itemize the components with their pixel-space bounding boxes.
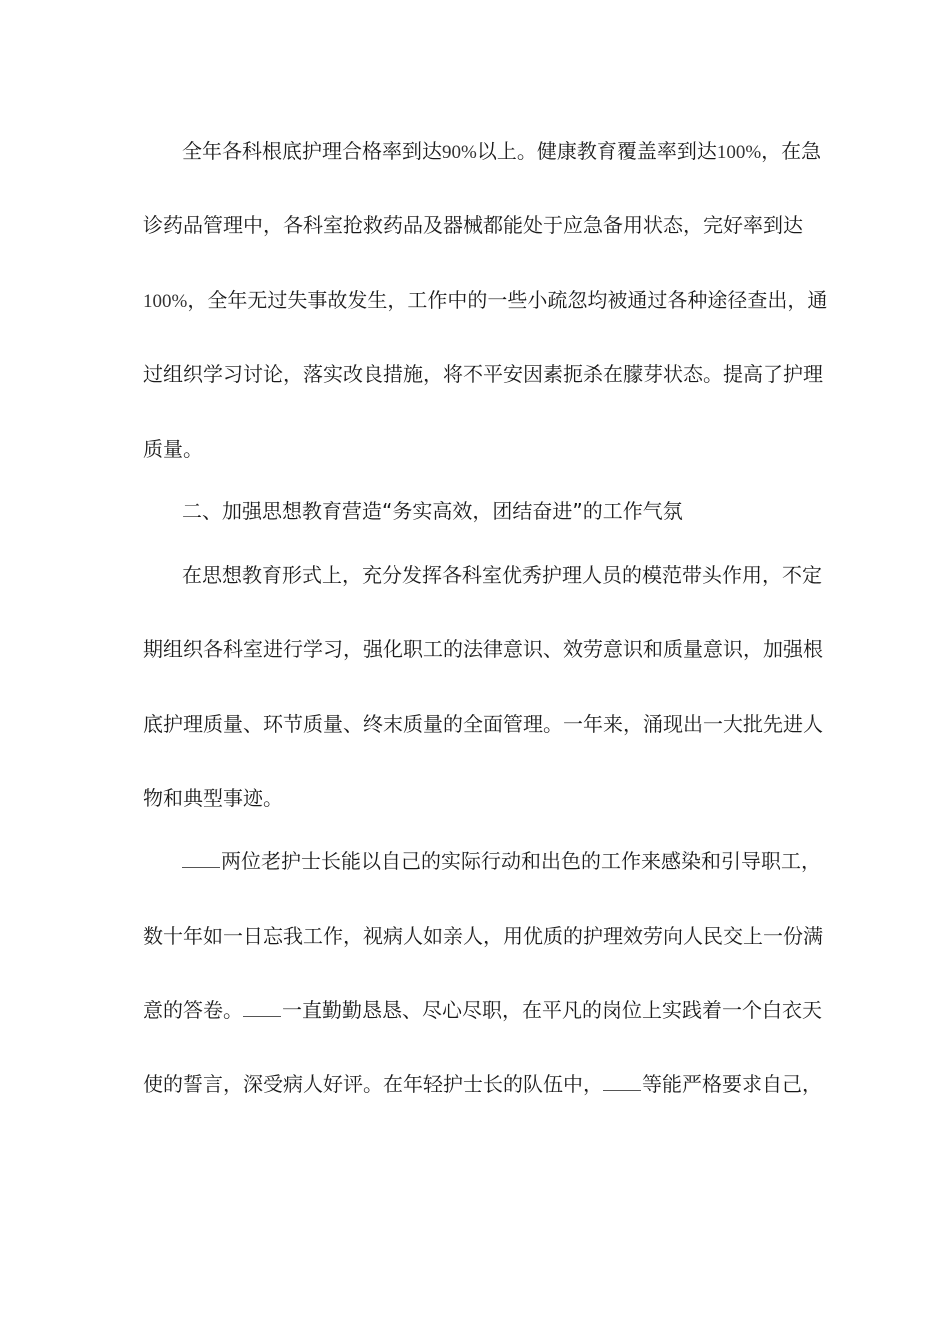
paragraph-3-line-3 xyxy=(143,997,822,1023)
text-segment: 使的誓言，深受病人好评。在年轻护士长的队伍中， xyxy=(143,1072,603,1096)
percent-value: 90% xyxy=(442,142,477,163)
text-segment: ，在急 xyxy=(761,139,822,163)
paragraph-2-line-1: 在思想教育形式上，充分发挥各科室优秀护理人员的模范带头作用，不定 xyxy=(182,563,822,587)
text-segment: ，全年无过失事故发生，工作中的一些小疏忽均被通过各种途径查出，通 xyxy=(187,288,828,312)
paragraph-2-line-3: 底护理质量、环节质量、终末质量的全面管理。一年来，涌现出一大批先进人 xyxy=(143,712,823,736)
name-blank xyxy=(243,998,281,1017)
text-segment: 等能严格要求自己， xyxy=(642,1072,822,1096)
paragraph-1-line-3 xyxy=(143,287,828,315)
text-segment: 一直勤勤恳恳、尽心尽职，在平凡的岗位上实践着一个白衣天 xyxy=(282,998,822,1022)
text-segment: 全年各科根底护理合格率到达 xyxy=(182,139,442,163)
paragraph-3-line-1 xyxy=(182,848,821,874)
paragraph-2-line-2: 期组织各科室进行学习，强化职工的法律意识、效劳意识和质量意识，加强根 xyxy=(143,637,823,661)
paragraph-1-line-2: 诊药品管理中，各科室抢救药品及器械都能处于应急备用状态，完好率到达 xyxy=(143,213,803,237)
percent-value: 100% xyxy=(143,291,188,312)
percent-value: 100% xyxy=(716,142,762,163)
paragraph-1-line-5: 质量。 xyxy=(143,437,203,461)
paragraph-1-line-4: 过组织学习讨论，落实改良措施，将不平安因素扼杀在朦芽状态。提高了护理 xyxy=(143,362,823,386)
paragraph-2-line-4: 物和典型事迹。 xyxy=(143,786,283,810)
paragraph-1-line-1 xyxy=(182,138,822,166)
paragraph-3-line-2: 数十年如一日忘我工作，视病人如亲人，用优质的护理效劳向人民交上一份满 xyxy=(143,924,823,948)
text-segment: 以上。健康教育覆盖率到达 xyxy=(476,139,717,163)
text-segment: 两位老护士长能以自己的实际行动和出色的工作来感染和引导职工， xyxy=(221,849,821,873)
text-segment: 意的答卷。 xyxy=(143,998,243,1022)
name-blank xyxy=(182,849,220,868)
paragraph-3-line-4 xyxy=(143,1071,822,1097)
section-heading: 二、加强思想教育营造“务实高效，团结奋进”的工作气氛 xyxy=(182,499,683,523)
name-blank xyxy=(603,1072,641,1091)
